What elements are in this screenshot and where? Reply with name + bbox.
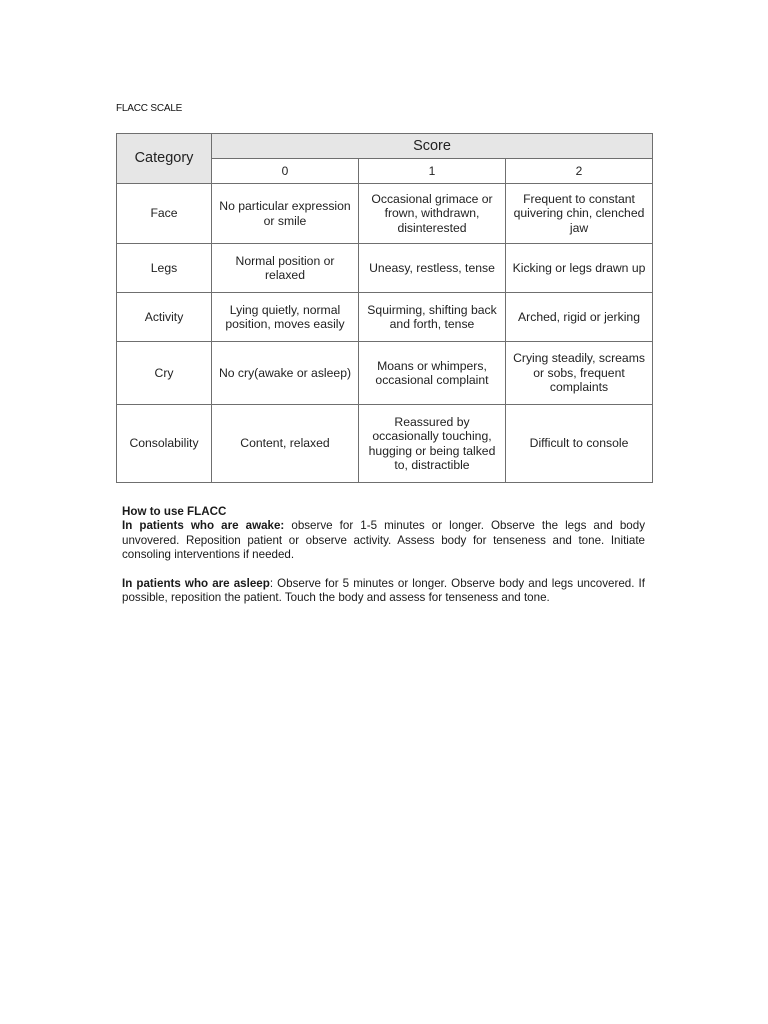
score-cell: No particular expression or smile: [212, 184, 359, 244]
score-cell: Crying steadily, screams or sobs, frequent complaints: [506, 342, 653, 405]
score-cell: Arched, rigid or jerking: [506, 293, 653, 342]
category-cell: Legs: [117, 244, 212, 293]
awake-text: observe for 1-5 minutes or longer. Observe the legs and body unvovered. Reposition patient or observe activity. Assess body for tenseness and tone. Initiate consoling interventions if needed.: [122, 519, 645, 562]
score-cell: Moans or whimpers, occasional complaint: [359, 342, 506, 405]
score-cell: Content, relaxed: [212, 405, 359, 483]
score-cell: Squirming, shifting back and forth, tense: [359, 293, 506, 342]
score-column-1: 1: [359, 159, 506, 184]
score-cell: Frequent to constant quivering chin, clenched jaw: [506, 184, 653, 244]
score-cell: Occasional grimace or frown, withdrawn, disinterested: [359, 184, 506, 244]
document-title: FLACC SCALE: [116, 103, 183, 114]
score-cell: Lying quietly, normal position, moves easily: [212, 293, 359, 342]
table-row-consolability: [117, 405, 653, 483]
awake-label: In patients who are awake:: [122, 519, 285, 533]
score-column-2: 2: [506, 159, 653, 184]
table-row-cry: [117, 342, 653, 405]
flacc-table: [116, 133, 653, 483]
score-cell: Difficult to console: [506, 405, 653, 483]
category-cell: Activity: [117, 293, 212, 342]
table-row-face: [117, 184, 653, 244]
score-header: Score: [212, 134, 653, 159]
awake-instructions: [122, 519, 645, 562]
table-row-legs: [117, 244, 653, 293]
score-cell: Reassured by occasionally touching, hugging or being talked to, distractible: [359, 405, 506, 483]
table-row-activity: [117, 293, 653, 342]
instructions-section: [122, 505, 645, 605]
category-cell: Face: [117, 184, 212, 244]
instructions-title: How to use FLACC: [122, 505, 227, 518]
asleep-label: In patients who are asleep: [122, 576, 270, 590]
score-cell: Uneasy, restless, tense: [359, 244, 506, 293]
asleep-text: : Observe for 5 minutes or longer. Observe body and legs uncovered. If possible, reposition the patient. Touch the body and assess for tenseness and tone.: [122, 576, 645, 605]
score-cell: Kicking or legs drawn up: [506, 244, 653, 293]
score-cell: No cry(awake or asleep): [212, 342, 359, 405]
score-cell: Normal position or relaxed: [212, 244, 359, 293]
category-header: Category: [117, 134, 212, 184]
category-cell: Cry: [117, 342, 212, 405]
score-column-0: 0: [212, 159, 359, 184]
category-cell: Consolability: [117, 405, 212, 483]
asleep-instructions: [122, 577, 645, 606]
table-header-row: [117, 134, 653, 159]
